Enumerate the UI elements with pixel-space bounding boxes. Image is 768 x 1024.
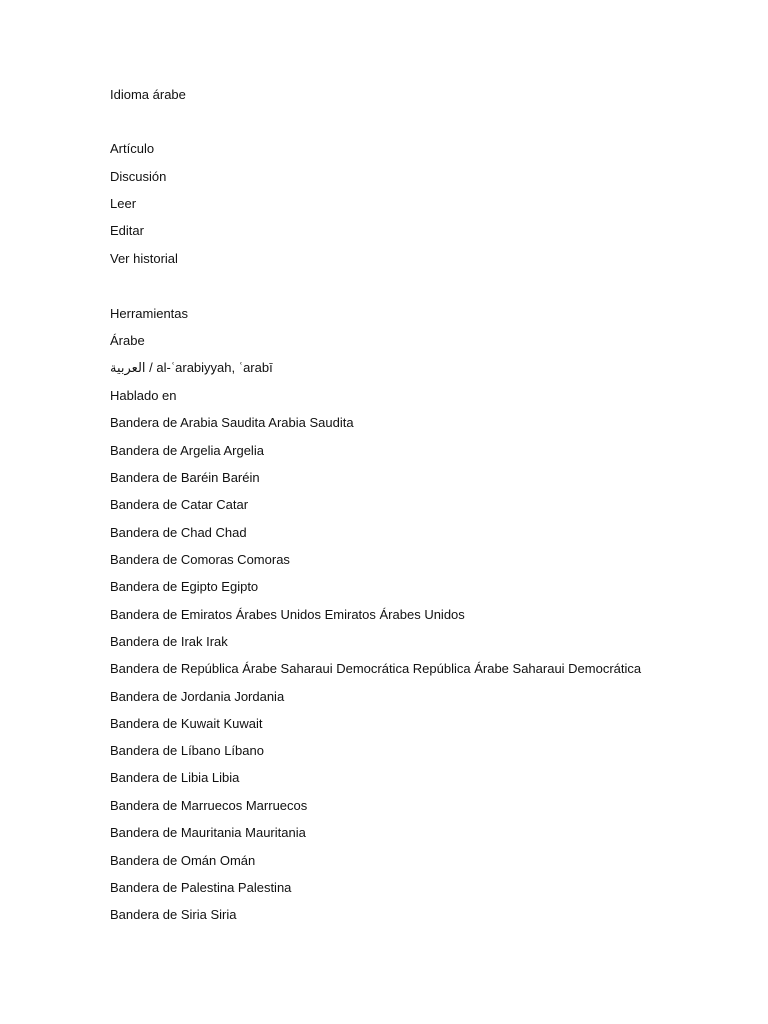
page-title: Idioma árabe xyxy=(110,87,186,102)
country-item[interactable]: Bandera de Palestina Palestina xyxy=(110,880,292,895)
country-item[interactable]: Bandera de Libia Libia xyxy=(110,770,240,785)
country-item[interactable]: Bandera de Mauritania Mauritania xyxy=(110,825,306,840)
country-item[interactable]: Bandera de Egipto Egipto xyxy=(110,579,259,594)
country-item[interactable]: Bandera de Chad Chad xyxy=(110,525,247,540)
country-item[interactable]: Bandera de Argelia Argelia xyxy=(110,443,264,458)
country-item[interactable]: Bandera de Irak Irak xyxy=(110,634,228,649)
country-item[interactable]: Bandera de Omán Omán xyxy=(110,853,256,868)
country-item[interactable]: Bandera de Líbano Líbano xyxy=(110,743,264,758)
country-item[interactable]: Bandera de Baréin Baréin xyxy=(110,470,260,485)
tab-article[interactable]: Artículo xyxy=(110,141,155,156)
country-item[interactable]: Bandera de Catar Catar xyxy=(110,497,249,512)
country-item[interactable]: Bandera de República Árabe Saharaui Democrática República Árabe Saharaui Democrática xyxy=(110,661,642,676)
country-item[interactable]: Bandera de Kuwait Kuwait xyxy=(110,716,263,731)
tab-discussion[interactable]: Discusión xyxy=(110,169,167,184)
country-item[interactable]: Bandera de Siria Siria xyxy=(110,907,237,922)
country-item[interactable]: Bandera de Marruecos Marruecos xyxy=(110,798,308,813)
tab-view-history[interactable]: Ver historial xyxy=(110,251,178,266)
spoken-in-label: Hablado en xyxy=(110,388,177,403)
country-item[interactable]: Bandera de Arabia Saudita Arabia Saudita xyxy=(110,415,354,430)
tab-edit[interactable]: Editar xyxy=(110,223,144,238)
country-item[interactable]: Bandera de Comoras Comoras xyxy=(110,552,290,567)
tools-menu[interactable]: Herramientas xyxy=(110,306,189,321)
language-name: Árabe xyxy=(110,333,145,348)
country-item[interactable]: Bandera de Jordania Jordania xyxy=(110,689,285,704)
country-item[interactable]: Bandera de Emiratos Árabes Unidos Emiratos Árabes Unidos xyxy=(110,607,465,622)
native-name: العربية / al-ʿarabiyyah, ʿarabī xyxy=(110,360,273,375)
tab-read[interactable]: Leer xyxy=(110,196,137,211)
